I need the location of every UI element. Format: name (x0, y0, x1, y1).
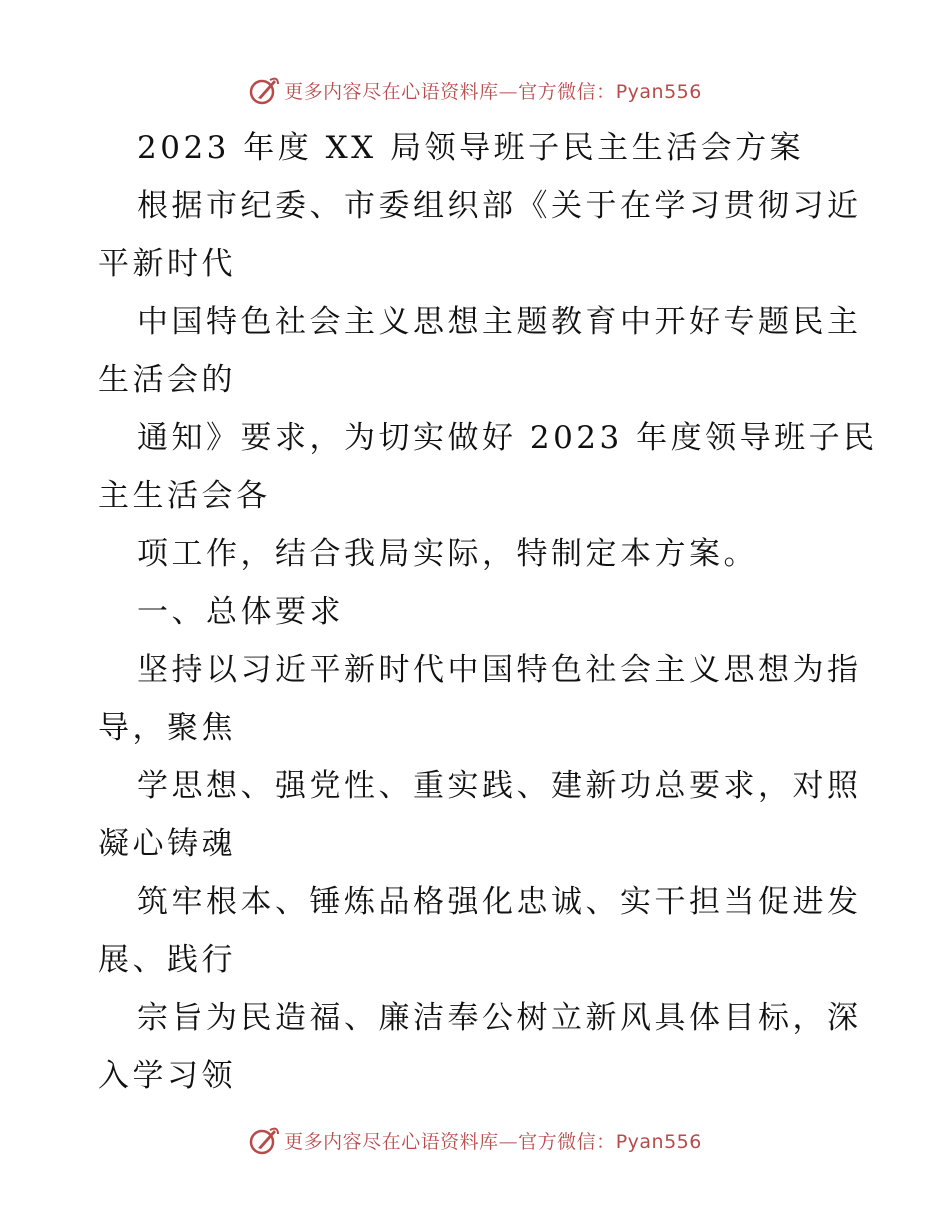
paragraph-line: 项工作，结合我局实际，特制定本方案。 (137, 536, 758, 572)
paragraph-line: 中国特色社会主义思想主题教育中开好专题民主 (137, 304, 862, 340)
paragraph-line: 根据市纪委、市委组织部《关于在学习贯彻习近 (137, 188, 862, 224)
paragraph-line: 学思想、强党性、重实践、建新功总要求，对照 (137, 768, 862, 804)
paragraph-line: 生活会的 (98, 362, 236, 398)
paragraph-line: 展、践行 (98, 942, 236, 978)
quill-logo-icon (248, 74, 280, 106)
watermark-header (0, 70, 950, 110)
watermark-footer (0, 1120, 950, 1160)
paragraph-line: 宗旨为民造福、廉洁奉公树立新风具体目标，深 (137, 1000, 862, 1036)
paragraph-line: 入学习领 (98, 1058, 236, 1094)
paragraph-line: 通知》要求，为切实做好 2023 年度领导班子民 (137, 420, 878, 456)
paragraph-line: 平新时代 (98, 246, 236, 282)
paragraph-line: 导，聚焦 (98, 710, 236, 746)
document-title: 2023 年度 XX 局领导班子民主生活会方案 (137, 130, 805, 166)
quill-logo-icon (248, 1124, 280, 1156)
paragraph-line: 主生活会各 (98, 478, 271, 514)
section-heading: 一、总体要求 (137, 594, 344, 630)
paragraph-line: 坚持以习近平新时代中国特色社会主义思想为指 (137, 652, 862, 688)
paragraph-line: 凝心铸魂 (98, 826, 236, 862)
watermark-text: 更多内容尽在心语资料库—官方微信：Pyan556 (284, 80, 702, 103)
paragraph-line: 筑牢根本、锤炼品格强化忠诚、实干担当促进发 (137, 884, 862, 920)
watermark-text: 更多内容尽在心语资料库—官方微信：Pyan556 (284, 1130, 702, 1153)
